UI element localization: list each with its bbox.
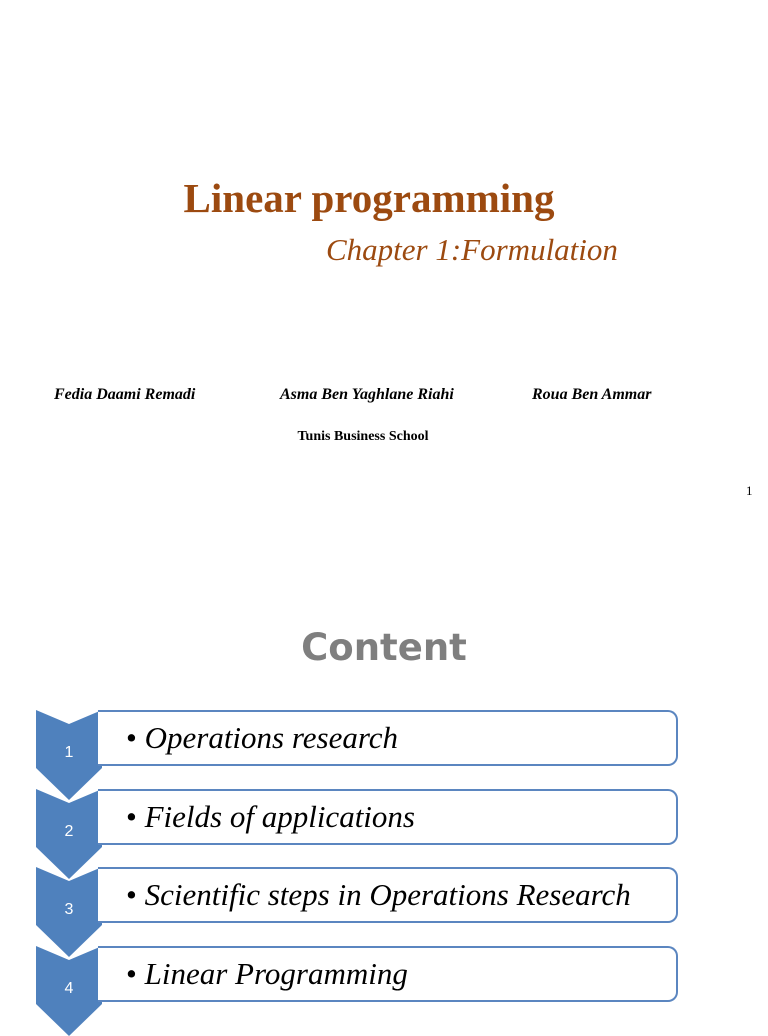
item-number: 3 xyxy=(64,901,74,918)
bullet-icon: • xyxy=(126,956,137,991)
slide-subtitle: Chapter 1:Formulation xyxy=(326,232,618,267)
content-item xyxy=(0,710,768,788)
author-name: Asma Ben Yaghlane Riahi xyxy=(280,386,454,403)
author-name: Fedia Daami Remadi xyxy=(54,386,196,403)
school-name: Tunis Business School xyxy=(297,429,429,444)
content-slide xyxy=(0,512,768,1024)
item-label xyxy=(126,718,398,758)
content-title: Content xyxy=(301,626,467,669)
title-slide xyxy=(0,0,768,512)
item-label xyxy=(126,954,408,994)
bullet-icon: • xyxy=(126,799,137,834)
item-label xyxy=(126,797,415,837)
item-label-text: Fields of applications xyxy=(144,799,415,834)
item-label xyxy=(126,875,631,915)
bullet-icon: • xyxy=(126,720,137,755)
item-number: 2 xyxy=(64,823,74,840)
item-label-text: Linear Programming xyxy=(144,956,408,991)
content-item xyxy=(0,946,768,1024)
item-label-text: Operations research xyxy=(144,720,399,755)
page-number: 1 xyxy=(746,483,753,498)
content-item xyxy=(0,789,768,867)
author-name: Roua Ben Ammar xyxy=(532,386,652,403)
item-number: 4 xyxy=(64,980,74,997)
item-label-text: Scientific steps in Operations Research xyxy=(144,877,631,912)
slide-title: Linear programming xyxy=(183,175,555,221)
content-item xyxy=(0,867,768,945)
bullet-icon: • xyxy=(126,877,137,912)
item-number: 1 xyxy=(64,744,74,761)
